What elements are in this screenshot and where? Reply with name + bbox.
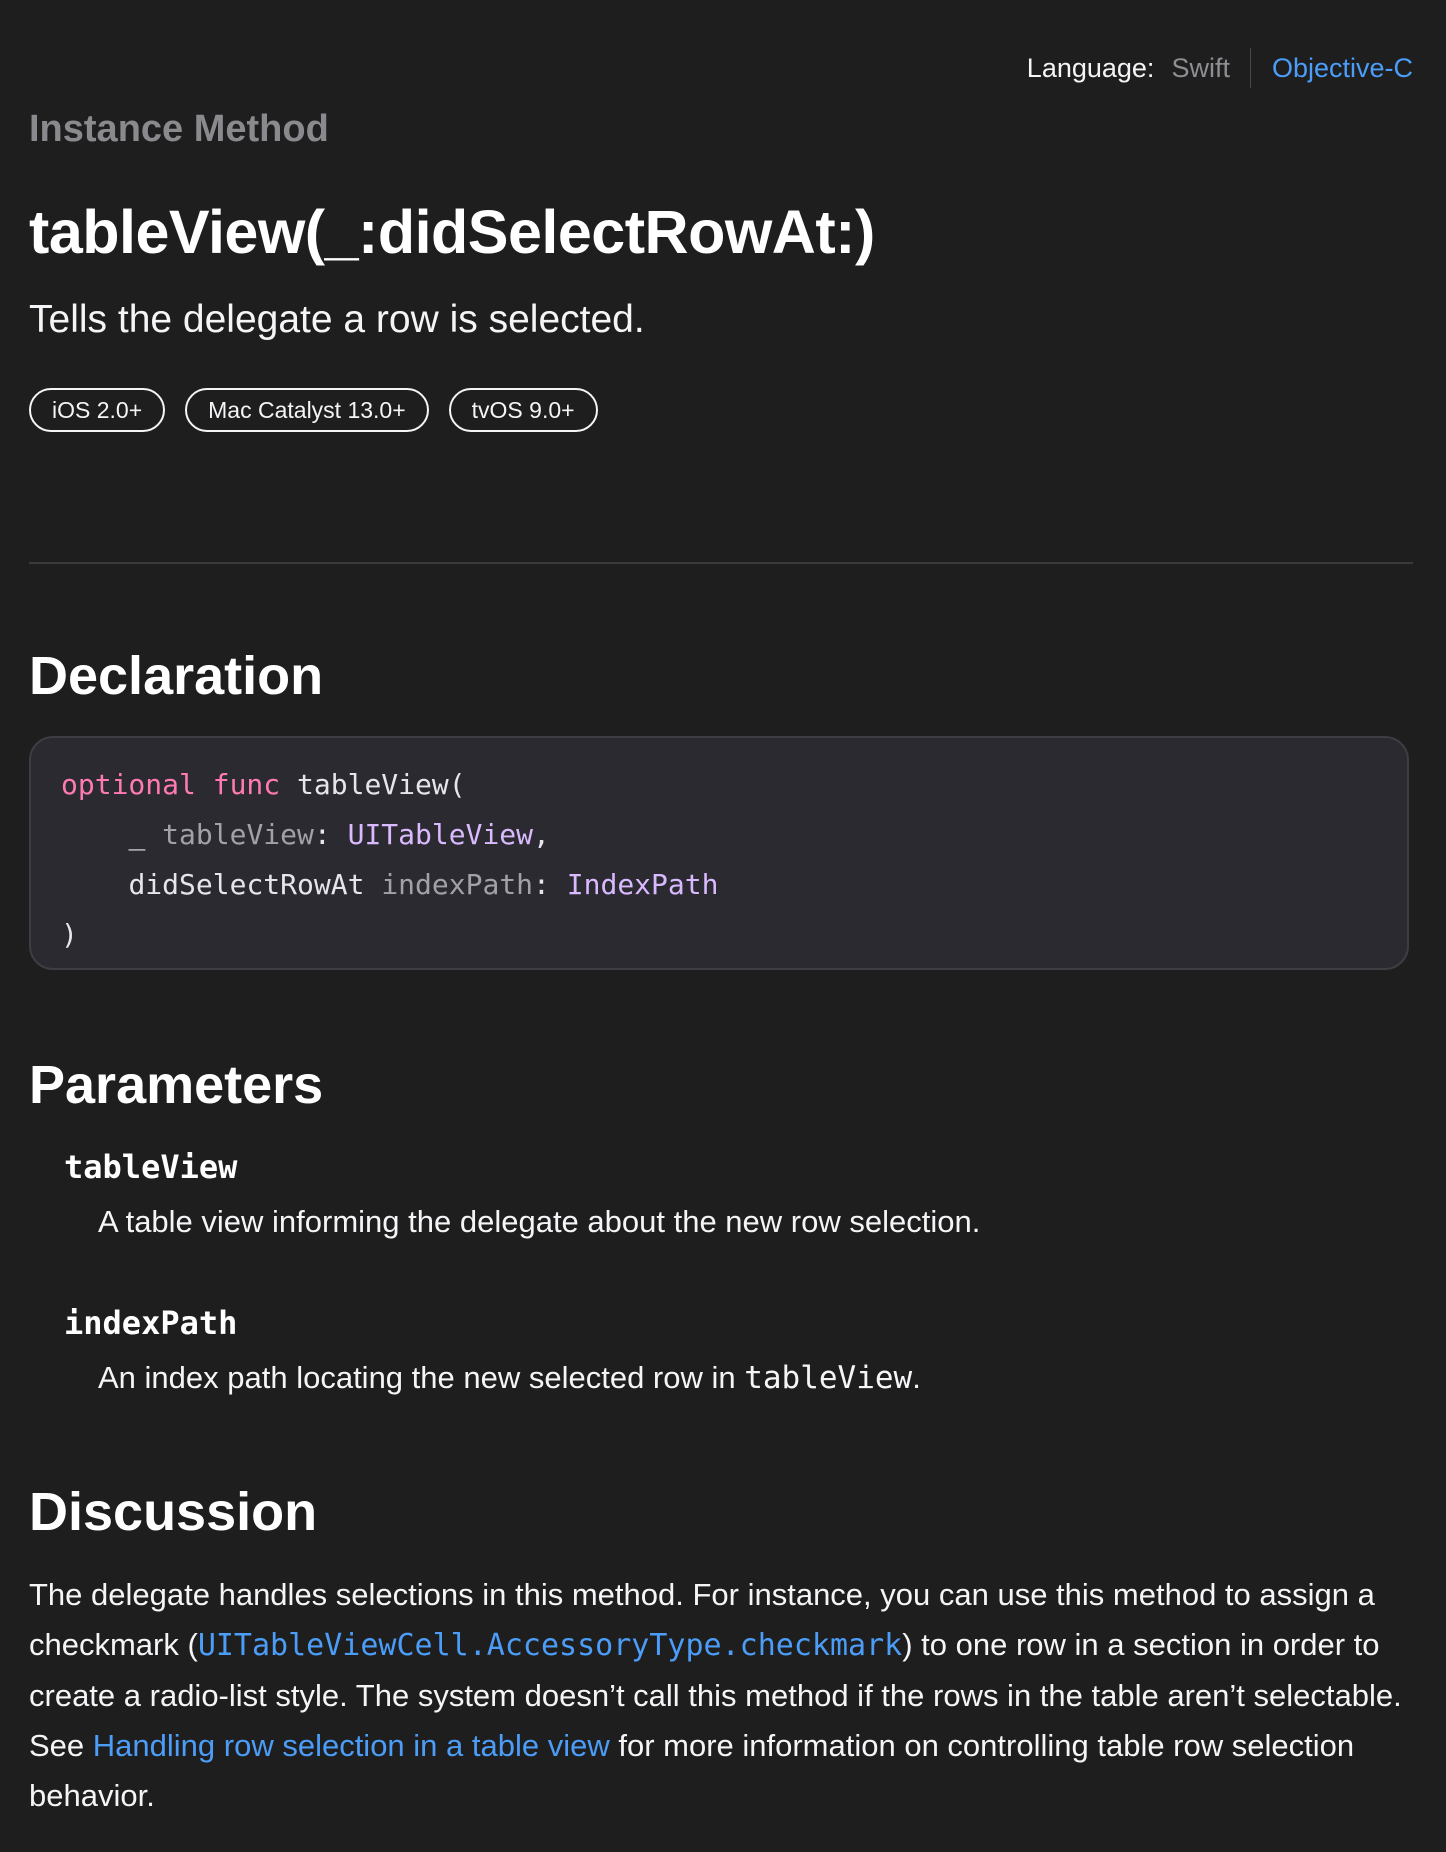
language-label: Language:	[1026, 53, 1155, 83]
code-function-name: tableView(	[297, 768, 466, 801]
row-selection-article-link[interactable]: Handling row selection in a table view	[92, 1728, 610, 1763]
code-closing-paren: )	[61, 918, 78, 951]
code-keyword: optional	[61, 768, 196, 801]
code-type-link[interactable]: IndexPath	[566, 868, 719, 901]
code-external-label: didSelectRowAt	[128, 868, 365, 901]
code-external-label: _	[128, 818, 146, 851]
declaration-heading: Declaration	[29, 646, 324, 706]
parameter-description: A table view informing the delegate about the new row selection.	[98, 1204, 981, 1239]
code-line-2	[61, 810, 1377, 860]
parameter-item	[64, 1303, 1404, 1398]
parameter-item	[64, 1147, 1404, 1242]
code-internal-name: tableView	[162, 818, 314, 851]
code-line-4	[61, 910, 1377, 960]
platform-availability	[29, 388, 598, 432]
code-line-3	[61, 860, 1377, 910]
checkmark-accessory-type-link[interactable]: UITableViewCell.AccessoryType.checkmark	[197, 1628, 903, 1663]
language-option-objective-c[interactable]: Objective-C	[1271, 53, 1413, 83]
platform-badge-tvos: tvOS 9.0+	[449, 388, 598, 432]
discussion-body	[29, 1570, 1419, 1821]
section-divider	[29, 562, 1413, 564]
discussion-text: for more information on controlling table row selection behavior.	[29, 1728, 1355, 1813]
parameter-description	[98, 1358, 1404, 1398]
discussion-heading: Discussion	[29, 1482, 318, 1542]
code-colon: :	[533, 868, 550, 901]
discussion-paragraph	[29, 1570, 1419, 1821]
parameters-heading: Parameters	[29, 1055, 324, 1115]
page-title: tableView(_:didSelectRowAt:)	[29, 198, 875, 266]
parameter-name: indexPath	[64, 1304, 238, 1342]
language-option-swift[interactable]: Swift	[1171, 53, 1230, 83]
discussion-text: ) to one row in a section in order to create a radio-list style. The system doesn’t call this method if the rows in the table aren’t selectable. See	[29, 1627, 1402, 1763]
parameter-name: tableView	[64, 1148, 238, 1186]
code-comma: ,	[533, 818, 550, 851]
discussion-text: The delegate handles selections in this method. For instance, you can use this method to assign a checkmark (	[29, 1577, 1375, 1662]
language-divider	[1250, 48, 1251, 88]
code-keyword: func	[212, 768, 281, 801]
declaration-code-block	[29, 736, 1409, 970]
code-line-1	[61, 760, 1377, 810]
abstract: Tells the delegate a row is selected.	[29, 298, 645, 341]
code-colon: :	[313, 818, 331, 851]
code-type-link[interactable]: UITableView	[347, 818, 534, 851]
code-internal-name: indexPath	[381, 868, 534, 901]
language-switcher	[1027, 48, 1413, 88]
parameter-description-text: An index path locating the new selected row in	[98, 1360, 745, 1395]
parameter-description-text: .	[912, 1360, 921, 1395]
symbol-kind-eyebrow: Instance Method	[29, 108, 329, 150]
platform-badge-ios: iOS 2.0+	[29, 388, 165, 432]
inline-code: tableView	[744, 1360, 913, 1396]
platform-badge-mac-catalyst: Mac Catalyst 13.0+	[185, 388, 429, 432]
